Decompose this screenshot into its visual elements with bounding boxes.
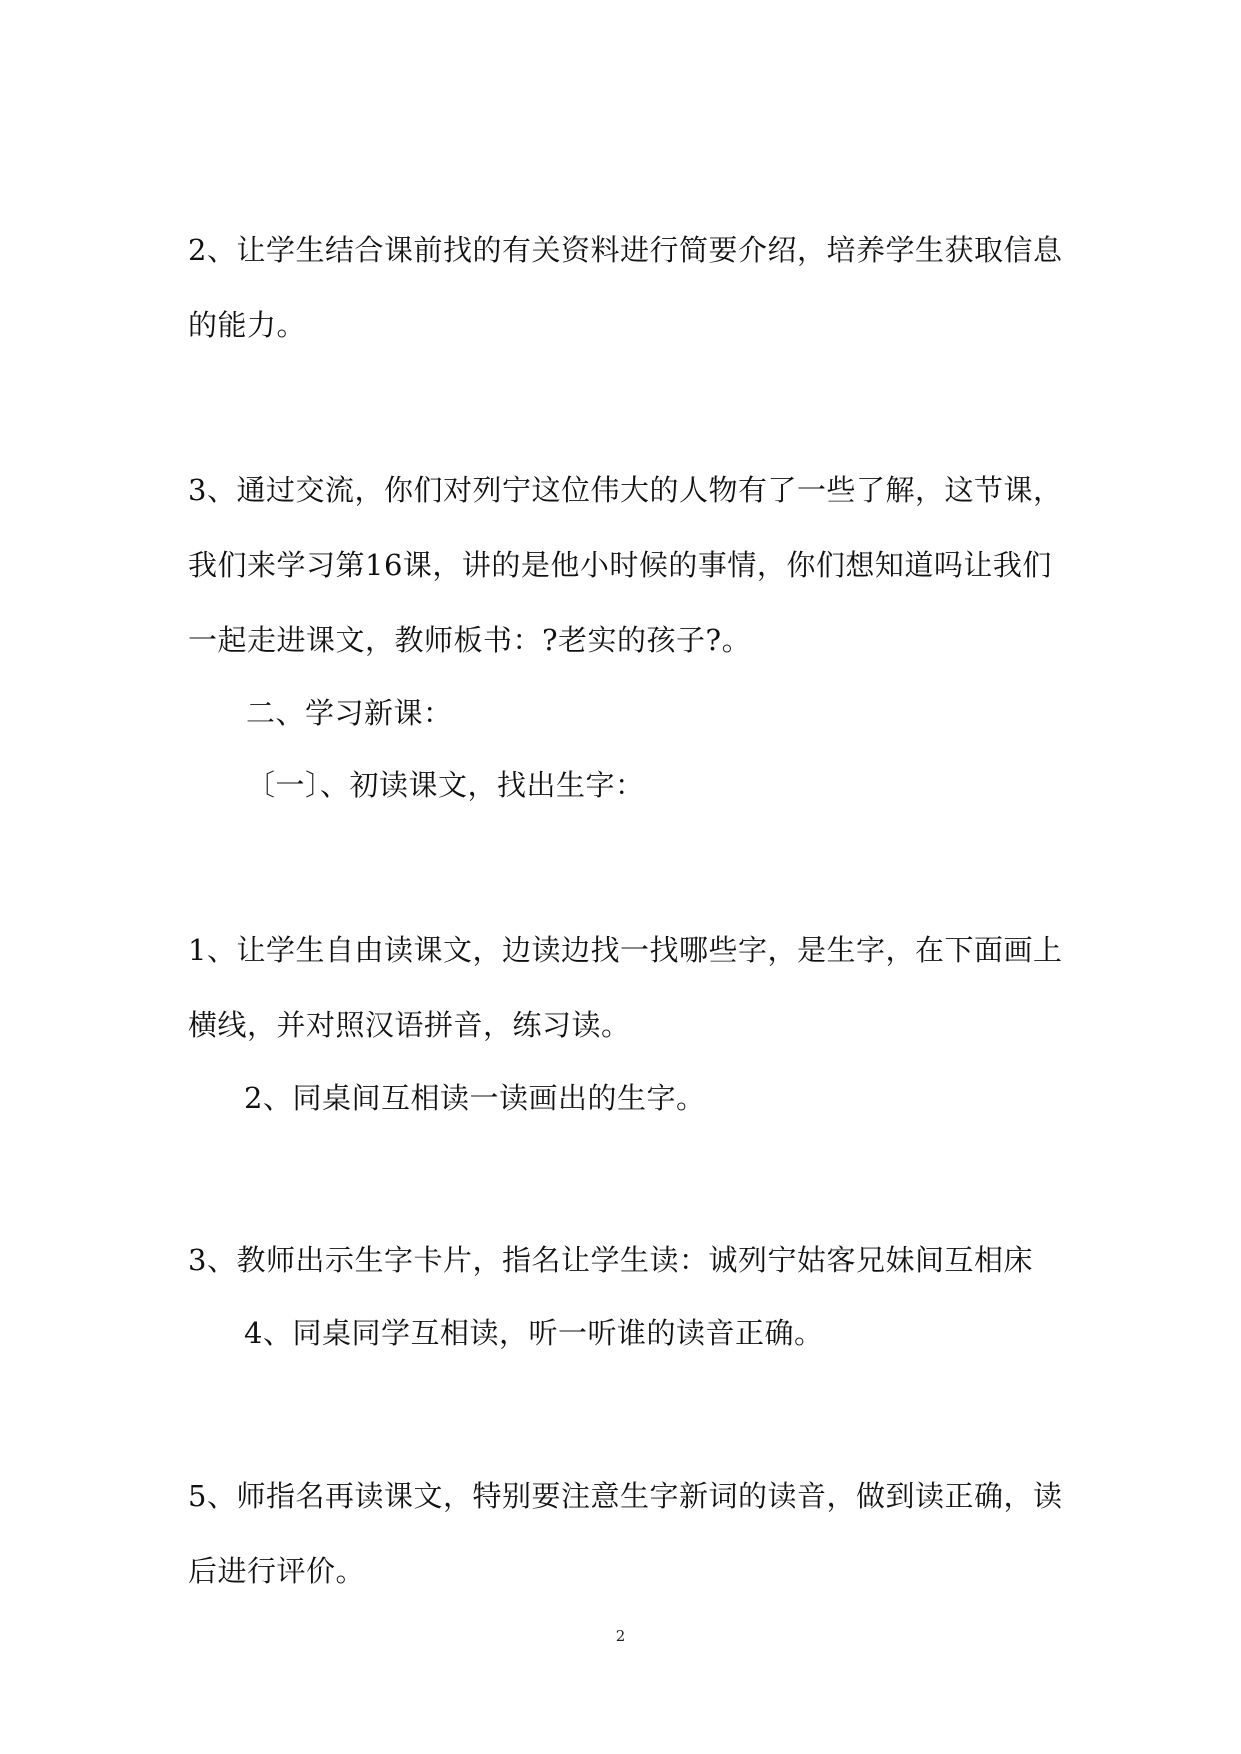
paragraph-2-line-1: 2、让学生结合课前找的有关资料进行简要介绍，培养学生获取信息	[188, 233, 1063, 267]
page-number: 2	[615, 1627, 626, 1645]
step-5-line-2: 后进行评价。	[188, 1554, 366, 1588]
step-3: 3、教师出示生字卡片，指名让学生读：诚列宁姑客兄妹间互相床	[188, 1243, 1033, 1277]
paragraph-3-line-3: 一起走进课文，教师板书：?老实的孩子?。	[188, 623, 752, 657]
subsection-heading-one: 〔一〕、初读课文，找出生字：	[246, 768, 645, 802]
step-4: 4、同桌同学互相读，听一听谁的读音正确。	[244, 1316, 824, 1350]
step-5-line-1: 5、师指名再读课文，特别要注意生字新词的读音，做到读正确，读	[188, 1479, 1063, 1513]
paragraph-3-line-1: 3、通过交流，你们对列宁这位伟大的人物有了一些了解，这节课，	[188, 473, 1063, 507]
step-2: 2、同桌间互相读一读画出的生字。	[244, 1081, 706, 1115]
step-1-line-2: 横线，并对照汉语拼音，练习读。	[188, 1008, 631, 1042]
section-heading-two: 二、学习新课：	[246, 696, 453, 730]
paragraph-2-line-2: 的能力。	[188, 308, 307, 342]
paragraph-3-line-2: 我们来学习第16课，讲的是他小时候的事情，你们想知道吗让我们	[188, 548, 1052, 582]
step-1-line-1: 1、让学生自由读课文，边读边找一找哪些字，是生字，在下面画上	[188, 933, 1063, 967]
